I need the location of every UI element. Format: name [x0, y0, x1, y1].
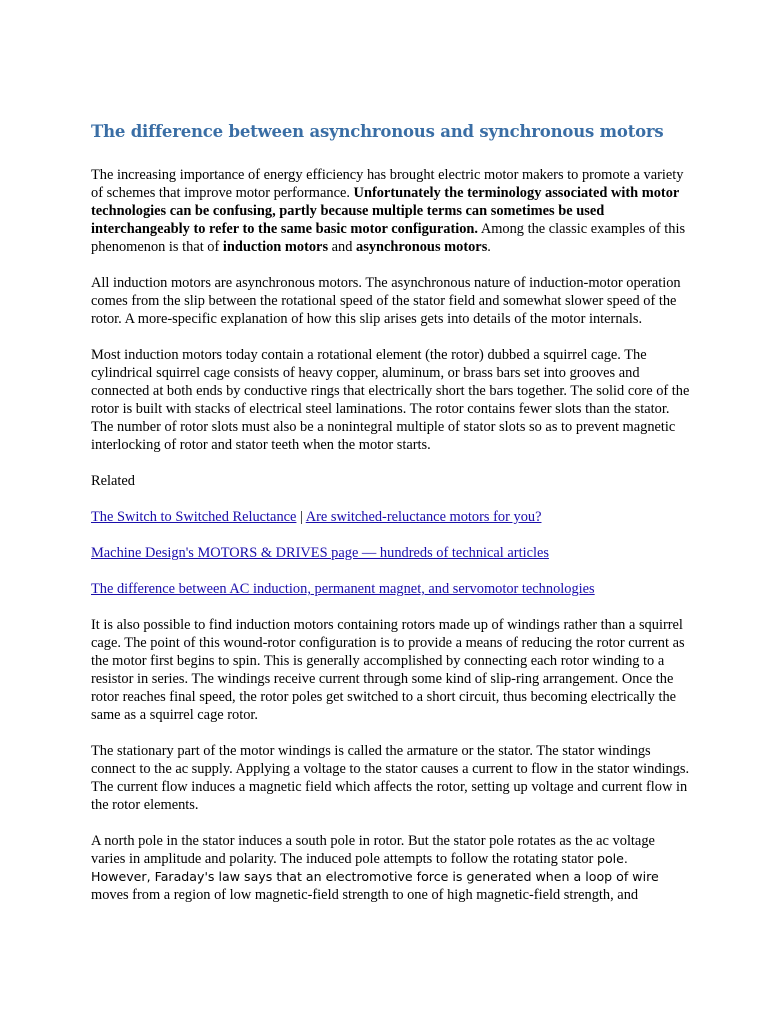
paragraph-stator: The stationary part of the motor windings is called the armature or the stator. The stator windings connect to the ac supply. Applying a voltage to the stator causes a current to flow in the stator windings. The current flow induces a magnetic field which affects the rotor, setting up voltage and current flow in the rotor elements.: [91, 743, 690, 813]
related-links-row-2: [91, 544, 691, 562]
paragraph-wound-rotor: It is also possible to find induction motors containing rotors made up of windings rather than a squirrel cage. The point of this wound-rotor configuration is to provide a means of reducing the rotor current as the motor first begins to spin. This is generally accomplished by connecting each rotor winding to a resistor in series. The windings receive current through some kind of slip-ring arrangement. Once the rotor reaches final speed, the rotor poles get switched to a short circuit, thus becoming electrically the same as a squirrel cage rotor.: [91, 617, 685, 723]
paragraph-poles: [91, 832, 691, 904]
poles-text-2: moves from a region of low magnetic-field strength to one of high magnetic-field strength, and: [91, 887, 639, 903]
paragraph-squirrel-cage: Most induction motors today contain a rotational element (the rotor) dubbed a squirrel cage. The cylindrical squirrel cage consists of heavy copper, aluminum, or brass bars set into grooves and connected at both ends by conductive rings that electrically short the bars together. The solid core of the rotor is built with stacks of electrical steel laminations. The rotor contains fewer slots than the stator. The number of rotor slots must also be a nonintegral multiple of stator slots so as to prevent magnetic interlocking of rotor and stator teeth when the motor starts.: [91, 347, 690, 453]
related-links-row-3: [91, 580, 691, 598]
term-induction-motors: induction motors: [222, 239, 329, 255]
intro-text-2: Among the classic examples of this phenomenon is that of: [91, 221, 686, 255]
link-motors-drives-page[interactable]: Machine Design's MOTORS & DRIVES page — hundreds of technical articles: [91, 545, 549, 561]
article-title: The difference between asynchronous and synchronous motors: [91, 122, 664, 141]
link-separator: |: [296, 509, 306, 525]
link-switched-reluctance[interactable]: The Switch to Switched Reluctance: [91, 509, 297, 525]
related-links-row-1: [91, 508, 691, 526]
poles-text: A north pole in the stator induces a south pole in rotor. But the stator pole rotates as the ac voltage varies in amplitude and polarity. The induced pole attempts to follow the rotating stator: [91, 833, 655, 867]
intro-text-3: and: [328, 239, 357, 255]
related-label: Related: [91, 473, 135, 489]
article: [91, 120, 691, 922]
intro-text: The increasing importance of energy efficiency has brought electric motor makers to promote a variety of schemes that improve motor performance.: [91, 167, 684, 201]
intro-bold-text: Unfortunately the terminology associated with motor technologies can be confusing, partly because multiple terms can sometimes be used interchangeably to refer to the same basic motor configuration.: [91, 185, 680, 237]
link-ac-induction-difference[interactable]: The difference between AC induction, permanent magnet, and servomotor technologies: [91, 581, 595, 597]
poles-text-alt-font: pole. However, Faraday's law says that an electromotive force is generated when a loop of wire: [91, 851, 659, 884]
paragraph-intro: [91, 166, 691, 256]
link-switched-reluctance-for-you[interactable]: Are switched-reluctance motors for you?: [305, 509, 542, 525]
term-asynchronous-motors: asynchronous motors: [356, 239, 488, 255]
paragraph-asynchronous: All induction motors are asynchronous motors. The asynchronous nature of induction-motor operation comes from the slip between the rotational speed of the stator field and somewhat slower speed of the rotor. A more-specific explanation of how this slip arises gets into details of the motor internals.: [91, 275, 681, 327]
intro-text-4: .: [487, 239, 491, 255]
